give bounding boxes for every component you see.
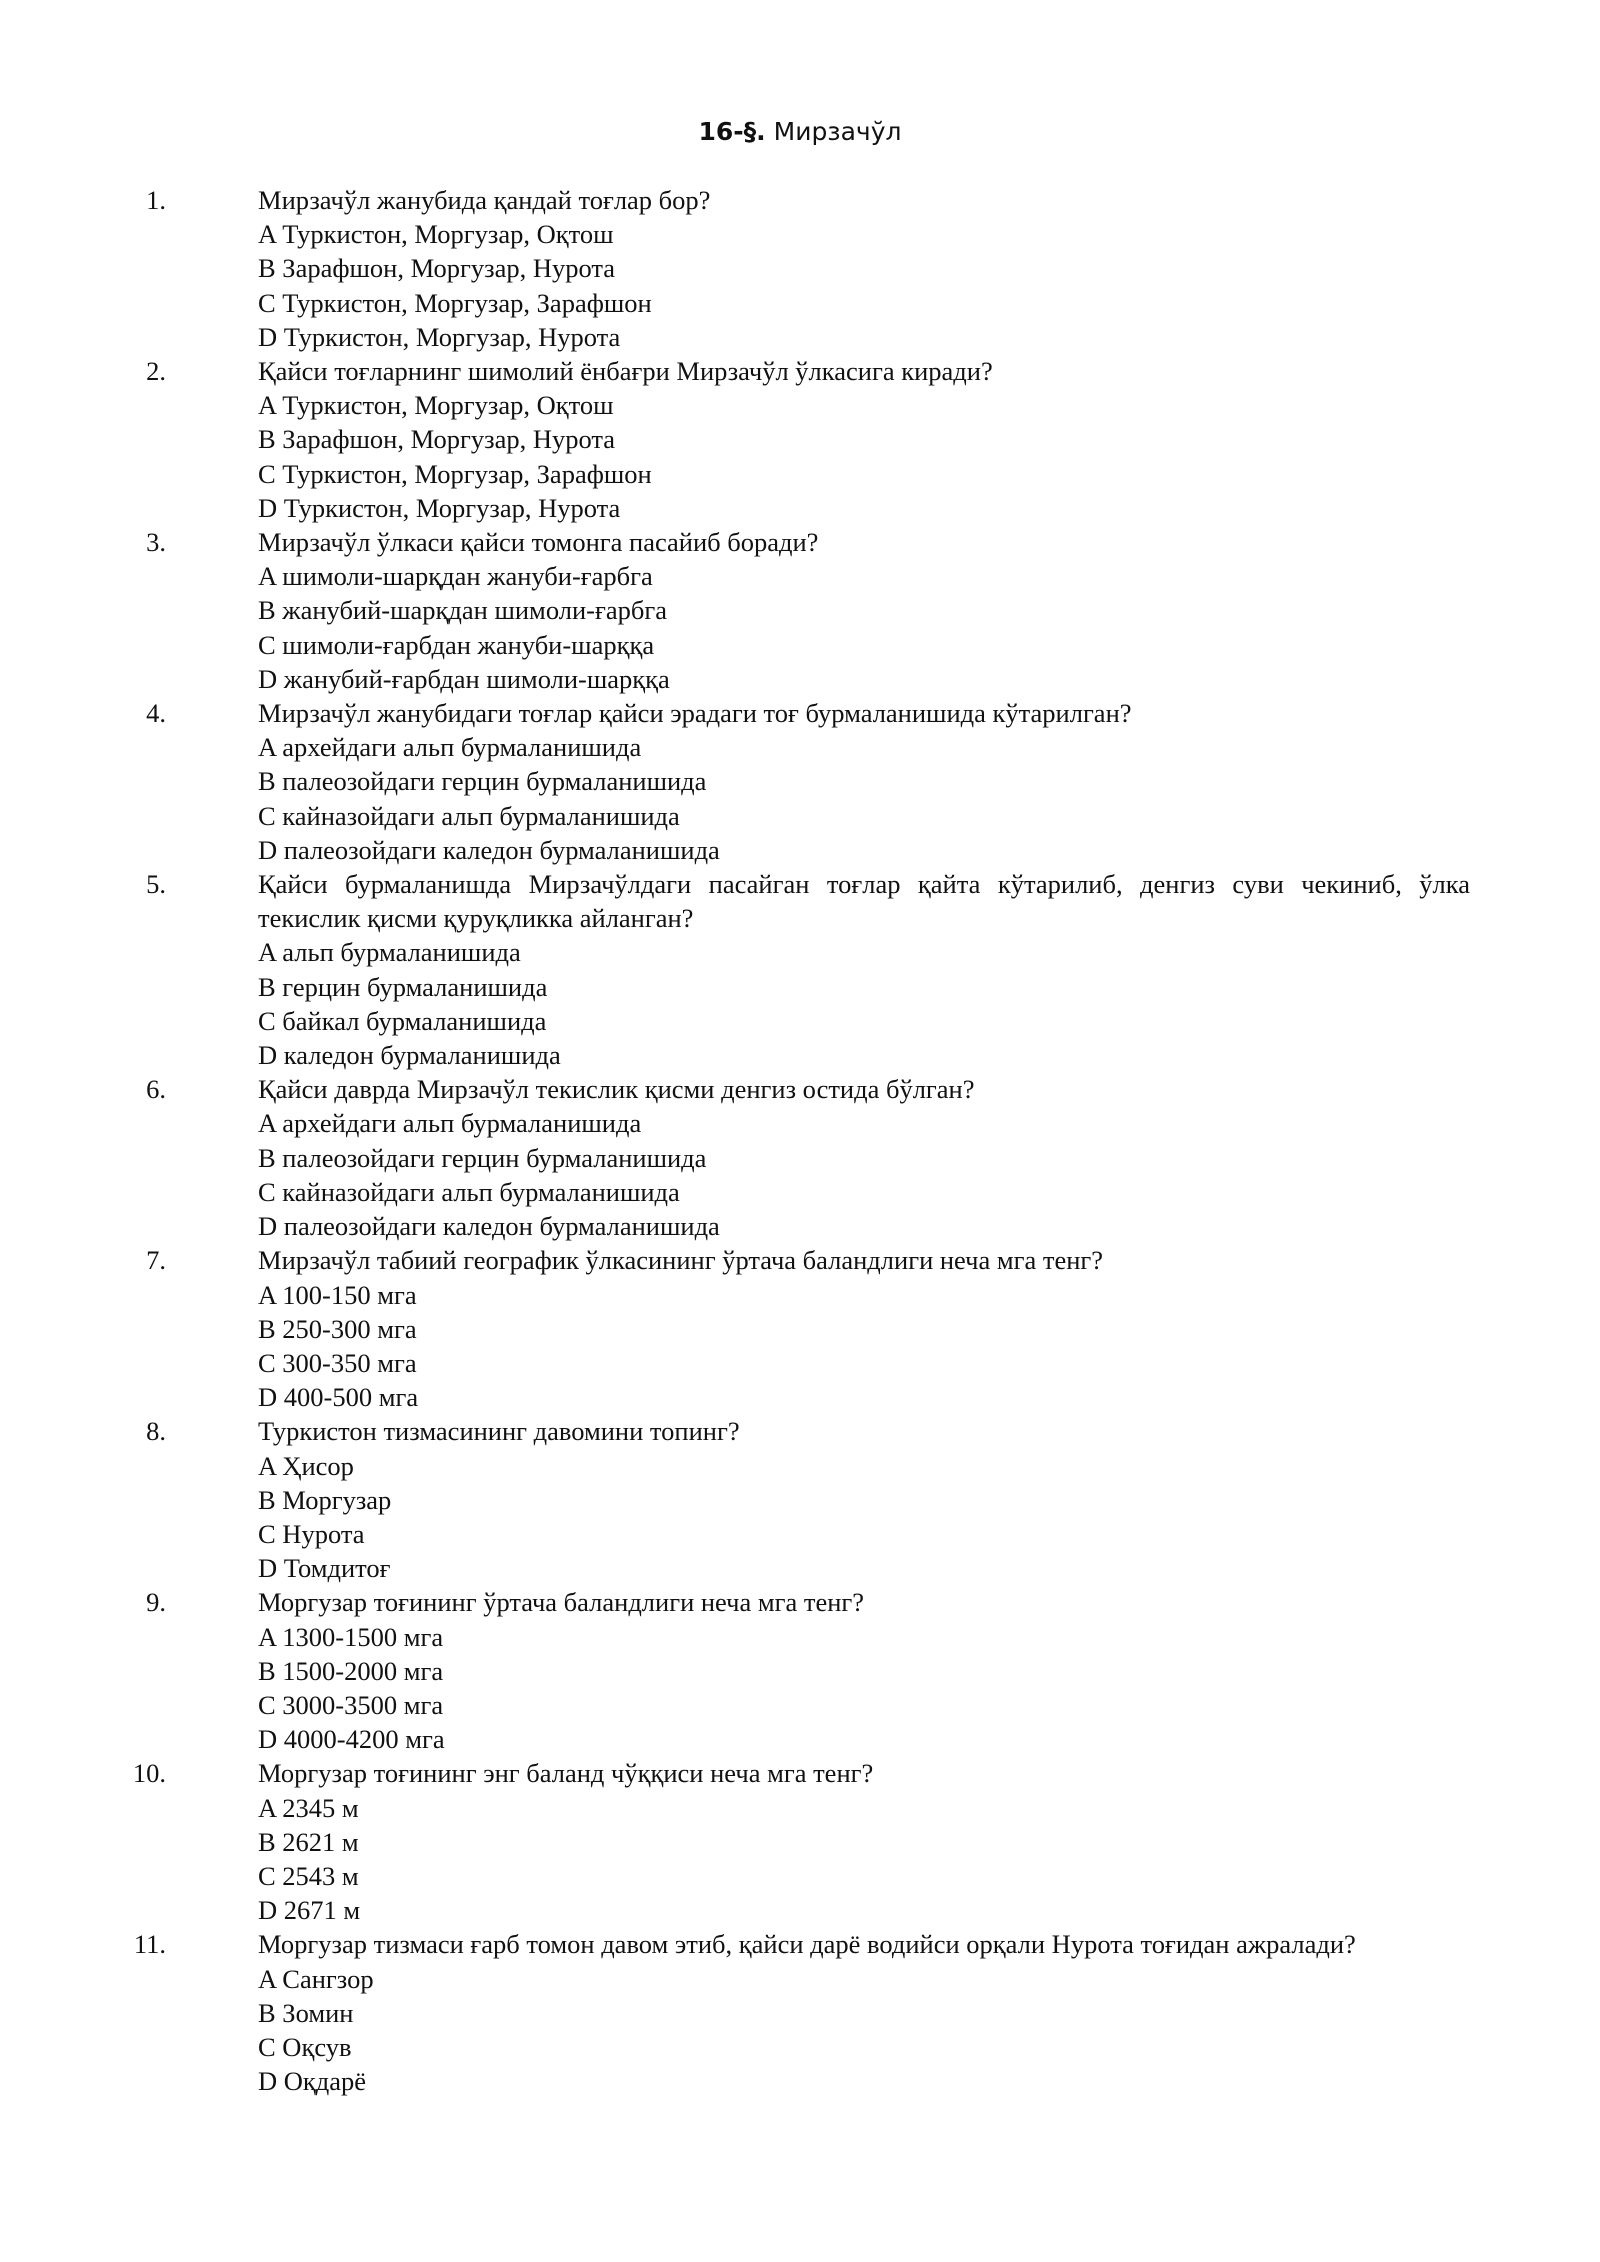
question-item (0, 696, 1600, 867)
answer-option: C Нурота (258, 1518, 365, 1549)
answer-option: D Туркистон, Моргузар, Нурота (258, 321, 621, 352)
answer-option: C Туркистон, Моргузар, Зарафшон (258, 287, 652, 318)
answer-option: A архейдаги альп бурмаланишида (258, 1108, 642, 1139)
answer-option: B Зарафшон, Моргузар, Нурота (258, 424, 616, 455)
page-title (0, 115, 1600, 149)
question-item (0, 1756, 1600, 1927)
answer-option: C Туркистон, Моргузар, Зарафшон (258, 458, 652, 489)
question-body (258, 1072, 1470, 1243)
answer-option: C 300-350 мга (258, 1347, 417, 1378)
question-text: Қайси даврда Мирзачўл текислик қисми денгиз остида бўлган? (258, 1074, 975, 1105)
answer-option: B герцин бурмаланишида (258, 971, 548, 1002)
question-text: Моргузар тизмаси ғарб томон давом этиб, қайси дарё водийси орқали Нурота тоғидан ажралади? (258, 1929, 1356, 1960)
question-text: Қайси бурмаланишда Мирзачўлдаги пасайган тоғлар қайта кўтарилиб, денгиз суви чекиниб, ўлка текислик қисми қуруқликка айланган? (258, 869, 1470, 934)
question-body (258, 1585, 1470, 1756)
question-body (258, 1243, 1470, 1414)
question-number: 3. (146, 527, 166, 558)
answer-option: C 3000-3500 мга (258, 1689, 444, 1720)
answer-option: A 1300-1500 мга (258, 1621, 444, 1652)
question-number: 10. (132, 1758, 166, 1789)
question-number: 2. (146, 356, 166, 387)
question-body (258, 1414, 1470, 1585)
answer-option: A Туркистон, Моргузар, Оқтош (258, 219, 614, 250)
answer-option: C Оқсув (258, 2031, 352, 2062)
question-number: 4. (146, 698, 166, 729)
question-item (0, 354, 1600, 525)
answer-option: B 1500-2000 мга (258, 1655, 444, 1686)
question-number: 9. (146, 1587, 166, 1618)
question-text: Моргузар тоғининг энг баланд чўққиси неча мга тенг? (258, 1758, 874, 1789)
section-name: Мирзачўл (773, 117, 902, 146)
question-item (0, 1414, 1600, 1585)
answer-option: D жанубий-ғарбдан шимоли-шарққа (258, 663, 670, 694)
answer-option: C кайназойдаги альп бурмаланишида (258, 800, 680, 831)
section-number: 16-§. (698, 117, 766, 146)
answer-option: B 2621 м (258, 1826, 359, 1857)
question-body (258, 354, 1470, 525)
answer-option: D палеозойдаги каледон бурмаланишида (258, 1211, 720, 1242)
answer-option: C кайназойдаги альп бурмаланишида (258, 1176, 680, 1207)
question-text: Мирзачўл жанубидаги тоғлар қайси эрадаги тоғ бурмаланишида кўтарилган? (258, 698, 1132, 729)
answer-option: B 250-300 мга (258, 1313, 417, 1344)
answer-option: A Сангзор (258, 1963, 374, 1994)
answer-option: A Туркистон, Моргузар, Оқтош (258, 390, 614, 421)
answer-option: B палеозойдаги герцин бурмаланишида (258, 766, 707, 797)
question-item (0, 867, 1600, 1072)
question-item (0, 1585, 1600, 1756)
answer-option: D палеозойдаги каледон бурмаланишида (258, 834, 720, 865)
question-item (0, 1072, 1600, 1243)
answer-option: C шимоли-ғарбдан жануби-шарққа (258, 629, 655, 660)
answer-option: A 2345 м (258, 1792, 359, 1823)
question-body (258, 696, 1470, 867)
answer-option: A 100-150 мга (258, 1279, 417, 1310)
question-text: Мирзачўл жанубида қандай тоғлар бор? (258, 185, 711, 215)
question-text: Мирзачўл ўлкаси қайси томонга пасайиб боради? (258, 527, 819, 558)
answer-option: D 2671 м (258, 1895, 361, 1926)
answer-option: D Туркистон, Моргузар, Нурота (258, 492, 621, 523)
question-number: 8. (146, 1416, 166, 1447)
question-number: 1. (146, 185, 166, 215)
question-body (258, 183, 1470, 354)
answer-option: B жанубий-шарқдан шимоли-ғарбга (258, 595, 667, 626)
answer-option: A Ҳисор (258, 1450, 354, 1481)
answer-option: A шимоли-шарқдан жануби-ғарбга (258, 561, 653, 592)
question-body (258, 867, 1470, 1072)
answer-option: A архейдаги альп бурмаланишида (258, 732, 642, 763)
answer-option: B Моргузар (258, 1484, 392, 1515)
question-text: Туркистон тизмасининг давомини топинг? (258, 1416, 740, 1447)
answer-option: C 2543 м (258, 1860, 359, 1891)
answer-option: B Зарафшон, Моргузар, Нурота (258, 253, 616, 284)
question-item (0, 183, 1600, 354)
question-body (258, 1756, 1470, 1927)
answer-option: D 400-500 мга (258, 1382, 419, 1413)
answer-option: D Оқдарё (258, 2066, 367, 2097)
answer-option: A альп бурмаланишида (258, 937, 521, 968)
question-item (0, 525, 1600, 696)
question-text: Моргузар тоғининг ўртача баландлиги неча мга тенг? (258, 1587, 865, 1618)
question-body (258, 525, 1470, 696)
question-item (0, 1927, 1600, 2098)
question-item (0, 1243, 1600, 1414)
question-text: Қайси тоғларнинг шимолий ёнбағри Мирзачўл ўлкасига киради? (258, 356, 993, 387)
question-body (258, 1927, 1470, 2098)
question-number: 7. (146, 1245, 166, 1276)
answer-option: D Томдитоғ (258, 1553, 391, 1584)
question-text: Мирзачўл табиий географик ўлкасининг ўртача баландлиги неча мга тенг? (258, 1245, 1104, 1276)
question-number: 11. (133, 1929, 166, 1960)
answer-option: B Зомин (258, 1997, 354, 2028)
question-number: 6. (146, 1074, 166, 1105)
answer-option: C байкал бурмаланишида (258, 1005, 547, 1036)
answer-option: B палеозойдаги герцин бурмаланишида (258, 1142, 707, 1173)
answer-option: D 4000-4200 мга (258, 1724, 445, 1755)
question-list (0, 183, 1600, 2098)
question-number: 5. (146, 869, 166, 900)
answer-option: D каледон бурмаланишида (258, 1040, 561, 1071)
